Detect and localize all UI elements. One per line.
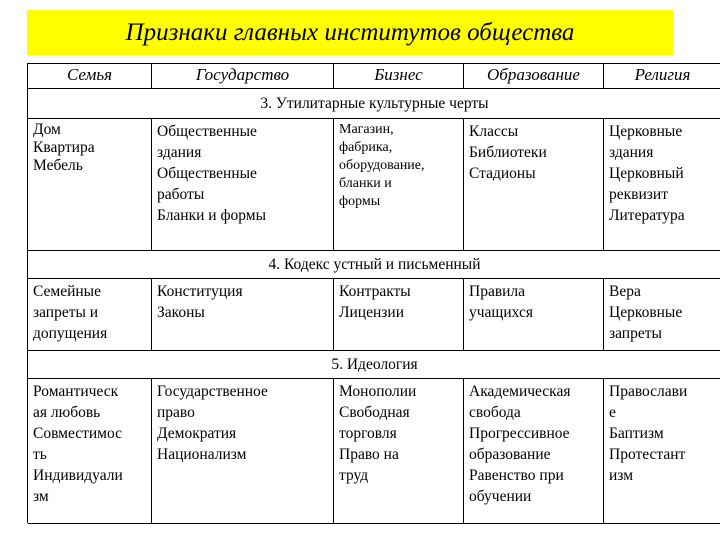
institutions-table [27, 63, 720, 523]
cell-state-utilitarian: Общественные здания Общественные работы Бланки и формы [152, 119, 334, 251]
page-title: Признаки главных институтов общества [27, 10, 673, 55]
cell-education-utilitarian: Классы Библиотеки Стадионы [464, 119, 604, 251]
column-header-state: Государство [152, 64, 334, 89]
cell-business-utilitarian: Магазин, фабрика, оборудование, бланки и формы [334, 119, 464, 251]
cell-family-code: Семейные запреты и допущения [28, 279, 152, 351]
cell-education-ideology: Академическая свобода Прогрессивное образование Равенство при обучении [464, 379, 604, 524]
cell-business-code: Контракты Лицензии [334, 279, 464, 351]
column-header-religion: Религия [604, 64, 720, 89]
cell-family-utilitarian: Дом Квартира Мебель [28, 119, 152, 251]
cell-religion-code: Вера Церковные запреты [604, 279, 720, 351]
section-heading-code: 4. Кодекс устный и письменный [28, 251, 720, 279]
section-heading-utilitarian: 3. Утилитарные культурные черты [28, 89, 720, 119]
column-header-education: Образование [464, 64, 604, 89]
cell-family-ideology: Романтическ ая любовь Совместимос ть Индивидуали зм [28, 379, 152, 524]
column-header-business: Бизнес [334, 64, 464, 89]
cell-state-code: Конституция Законы [152, 279, 334, 351]
section-heading-ideology: 5. Идеология [28, 351, 720, 379]
cell-state-ideology: Государственное право Демократия Национализм [152, 379, 334, 524]
column-header-family: Семья [28, 64, 152, 89]
cell-education-code: Правила учащихся [464, 279, 604, 351]
cell-business-ideology: Монополии Свободная торговля Право на труд [334, 379, 464, 524]
cell-religion-ideology: Православи е Баптизм Протестант изм [604, 379, 720, 524]
cell-religion-utilitarian: Церковные здания Церковный реквизит Литература [604, 119, 720, 251]
